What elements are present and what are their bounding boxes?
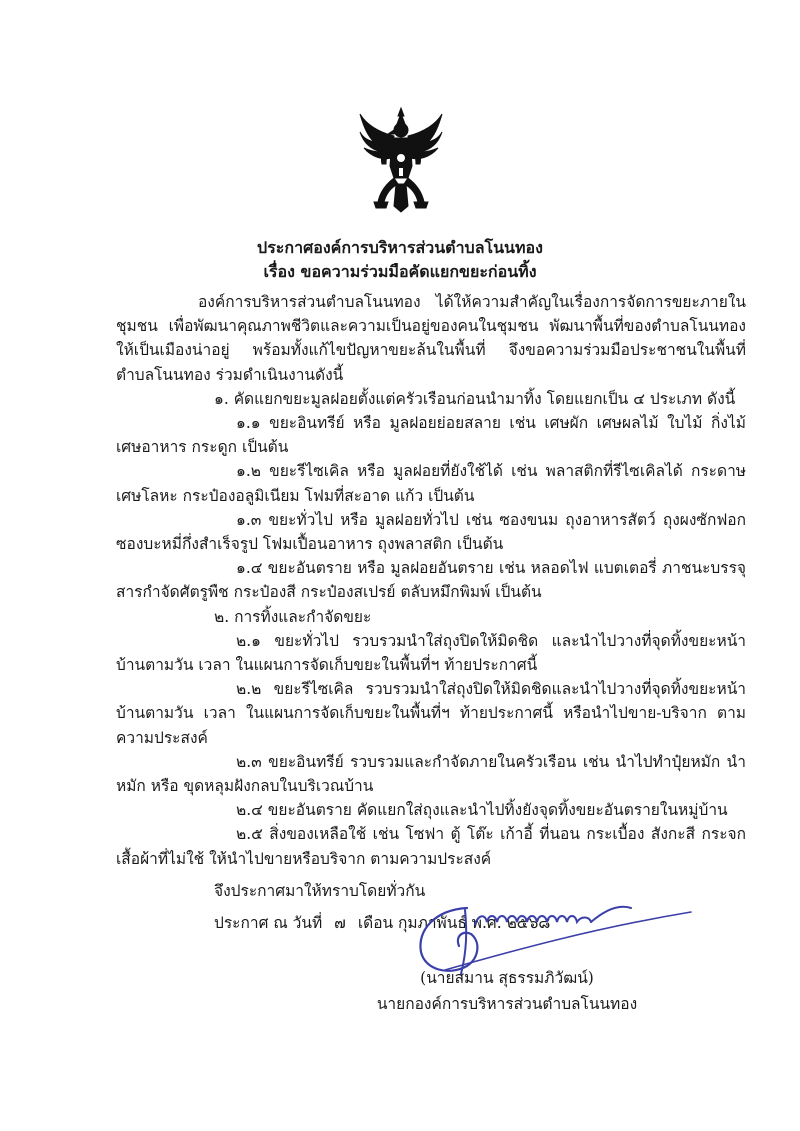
announcement-title: ประกาศองค์การบริหารส่วนตำบลโนนทอง (257, 238, 543, 257)
section-2-item: ๒.๕ สิ่งของเหลือใช้ เช่น โซฟา ตู้ โต๊ะ เก้าอี้ ที่นอน กระเบื้อง สังกะสี กระจก เสื้อผ้าที่ไม่ใช้ ให้นำไปขายหรือบริจาก ตามความประสงค์ (116, 825, 746, 868)
date-month-year: เดือน กุมภาพันธ์ พ.ศ. ๒๕๖๘ (357, 914, 551, 933)
date-day: ๗ (334, 914, 346, 933)
section-2-item: ๒.๒ ขยะรีไซเคิล รวบรวมนำใส่ถุงปิดให้มิดชิดและนำไปวางที่จุดทิ้งขยะหน้าบ้านตามวัน เวลา ในแผนการจัดเก็บขยะในพื้นที่ฯ ท้ายประกาศนี้ หรือนำไปขาย-บริจาก ตามความประสงค์ (116, 680, 746, 747)
section-2-item: ๒.๑ ขยะทั่วไป รวบรวมนำใส่ถุงปิดให้มิดชิด และนำไปวางที่จุดทิ้งขยะหน้าบ้านตามวัน เวลา ในแผนการจัดเก็บขยะในพื้นที่ฯ ท้ายประกาศนี้ (116, 631, 746, 675)
announcement-body (116, 290, 746, 935)
section-1-item: ๑.๑ ขยะอินทรีย์ หรือ มูลฝอยย่อยสลาย เช่น เศษผัก เศษผลไม้ ใบไม้ กิ่งไม้ เศษอาหาร กระดูก เป็นต้น (116, 414, 746, 457)
garuda-emblem-icon (358, 106, 444, 214)
closing-statement: จึงประกาศมาให้ทราบโดยทั่วกัน (214, 881, 426, 900)
date-prefix: ประกาศ ณ วันที่ (214, 914, 323, 933)
signer-title: นายกองค์การบริหารส่วนตำบลโนนทอง (376, 995, 638, 1013)
section-2-item: ๒.๔ ขยะอันตราย คัดแยกใส่ถุงและนำไปทิ้งยังจุดทิ้งขยะอันตรายในหมู่บ้าน (236, 801, 728, 820)
intro-paragraph: องค์การบริหารส่วนตำบลโนนทอง ได้ให้ความสำคัญในเรื่องการจัดการขยะภายในชุมชน เพื่อพัฒนาคุณภาพชีวิตและความเป็นอยู่ของคนในชุมชน พัฒนาพื้นที่ของตำบลโนนทองให้เป็นเมืองน่าอยู่ พร้อมทั้งแก้ไขปัญหาขยะล้นในพื้นที่ จึงขอความร่วมมือประชาชนในพื้นที่ตำบลโนนทอง ร่วมดำเนินงานดังนี้ (116, 293, 746, 384)
announcement-subject: เรื่อง ขอความร่วมมือคัดแยกขยะก่อนทิ้ง (263, 262, 537, 281)
section-1-item: ๑.๓ ขยะทั่วไป หรือ มูลฝอยทั่วไป เช่น ซองขนม ถุงอาหารสัตว์ ถุงผงซักฟอก ซองบะหมี่กึ่งสำเร็จรูป โฟมเปื้อนอาหาร ถุงพลาสติก เป็นต้น (116, 510, 746, 554)
section-1-item: ๑.๔ ขยะอันตราย หรือ มูลฝอยอันตราย เช่น หลอดไฟ แบตเตอรี่ ภาชนะบรรจุสารกำจัดศัตรูพืช กระป๋องสี กระป๋องสเปรย์ ตลับหมึกพิมพ์ เป็นต้น (116, 559, 746, 602)
section-2-item: ๒.๓ ขยะอินทรีย์ รวบรวมและกำจัดภายในครัวเรือน เช่น นำไปทำปุ๋ยหมัก นำหมัก หรือ ขุดหลุมฝังกลบในบริเวณบ้าน (116, 752, 746, 796)
section-1-item: ๑.๒ ขยะรีไซเคิล หรือ มูลฝอยที่ยังใช้ได้ เช่น พลาสติกที่รีไซเคิลได้ กระดาษ เศษโลหะ กระป๋องอลูมิเนียม โฟมที่สะอาด แก้ว เป็นต้น (116, 462, 746, 505)
section-1-heading: ๑. คัดแยกขยะมูลฝอยตั้งแต่ครัวเรือนก่อนนำมาทิ้ง โดยแยกเป็น ๔ ประเภท ดังนี้ (214, 389, 736, 408)
section-2-heading: ๒. การทิ้งและกำจัดขยะ (214, 607, 372, 626)
signer-name: (นายสมาน สุธรรมภิวัฒน์) (420, 969, 594, 987)
